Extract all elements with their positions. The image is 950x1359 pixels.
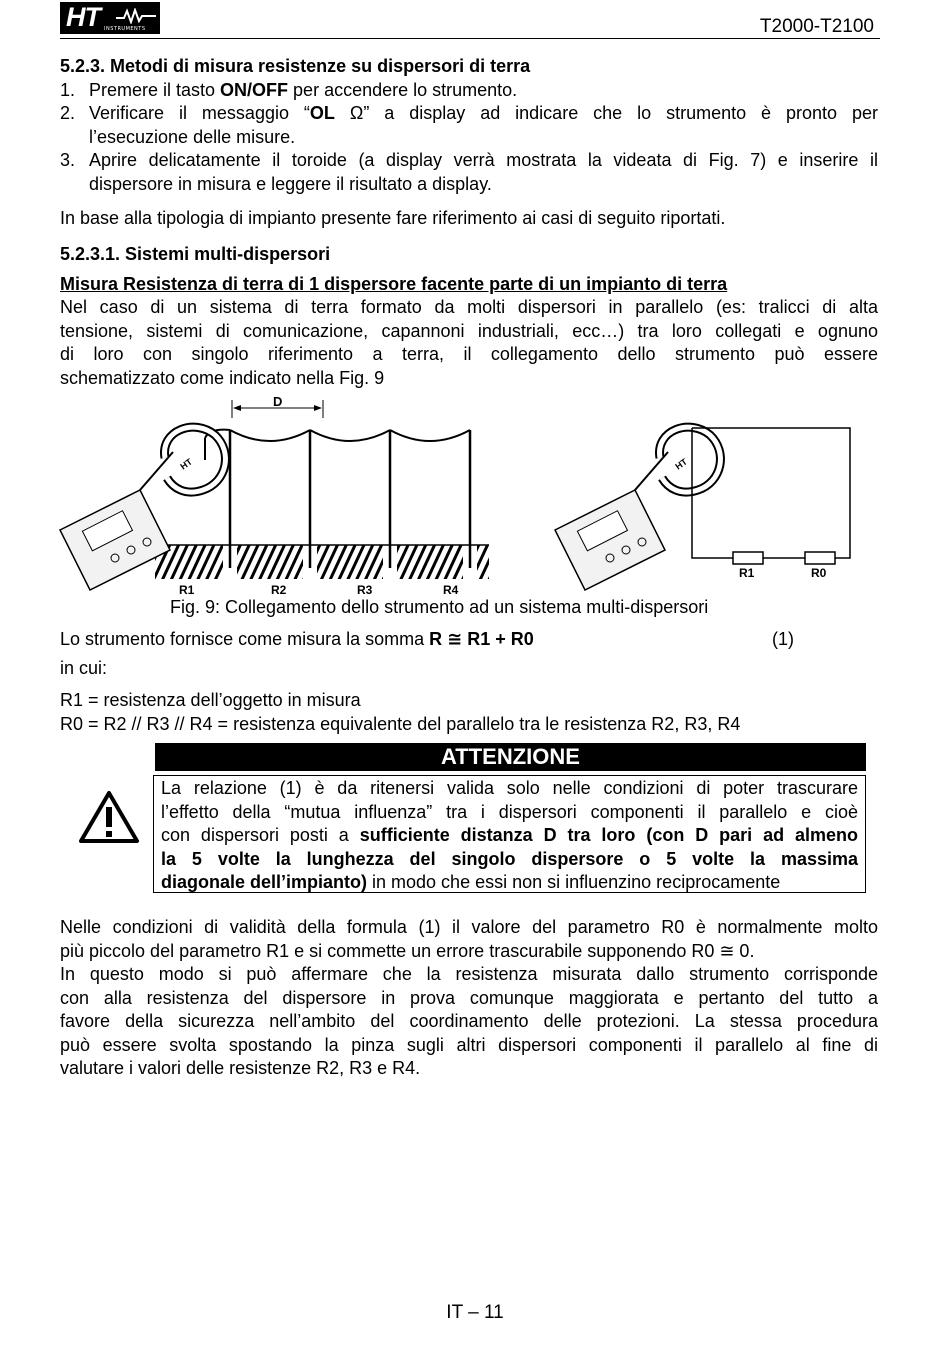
underlined-heading: Misura Resistenza di terra di 1 dispersore facente parte di un impianto di terra: [60, 274, 728, 294]
clamp-meter-right: [555, 427, 720, 590]
page-number: IT – 11: [446, 1302, 504, 1323]
in-cui-label: in cui:: [60, 658, 108, 678]
logo-subtitle: INSTRUMENTS: [104, 26, 146, 32]
warning-line: l’effetto della “mutua influenza” tra i dispersori componenti il parallelo e cioè: [161, 801, 858, 822]
svg-text:HT: HT: [178, 456, 194, 472]
warning-triangle-icon: [78, 790, 140, 844]
logo-text: HT: [66, 2, 100, 32]
rod-label: R3: [357, 583, 373, 597]
paragraph-line: più piccolo del parametro R1 e si commette un errore trascurabile supponendo R0 ≅ 0.: [60, 940, 755, 961]
formula-reference: (1): [772, 629, 794, 649]
earth-conductor: [205, 430, 470, 460]
step-number: 1.: [60, 80, 76, 100]
step-text-line: dispersore in misura e leggere il risultato a display.: [89, 173, 492, 194]
paragraph-line: può essere svolta spostando la pinza sugli altri dispersori componenti il parallelo al fine di: [60, 1034, 878, 1055]
paragraph-line: favore della sicurezza nell’ambito del coordinamento delle protezioni. La stessa procedura: [60, 1011, 878, 1031]
warning-line: la 5 volte la lunghezza del singolo dispersore o 5 volte la massima: [161, 848, 858, 869]
paragraph-line: Nelle condizioni di validità della formula (1) il valore del parametro R0 è normalmente molto: [60, 917, 878, 937]
section-title: 5.2.3. Metodi di misura resistenze su dispersori di terra: [60, 56, 531, 76]
ht-logo: [60, 2, 160, 34]
rod-label: R2: [271, 583, 287, 597]
warning-title: ATTENZIONE: [155, 743, 866, 771]
paragraph-line: Nel caso di un sistema di terra formato da molti dispersori in parallelo (es: tralicci di alta: [60, 297, 878, 317]
rod-label: R4: [443, 583, 459, 597]
warning-text: [161, 777, 858, 895]
paragraph-line: tensione, sistemi di comunicazione, capannoni industriali, ecc…) tra loro collegati e ognuno: [60, 320, 878, 341]
paragraph-line: In questo modo si può affermare che la resistenza misurata dallo strumento corrisponde: [60, 964, 878, 984]
closing-paragraph: [60, 916, 878, 1081]
figure-caption: Fig. 9: Collegamento dello strumento ad un sistema multi-dispersori: [170, 597, 709, 617]
step-text-line: Aprire delicatamente il toroide (a display verrà mostrata la videata di Fig. 7) e inserire il: [89, 150, 878, 170]
warning-line: diagonale dell’impianto) in modo che essi non si influenzino reciprocamente: [161, 872, 781, 892]
definition-r0: R0 = R2 // R3 // R4 = resistenza equivalente del parallelo tra le resistenza R2, R3, R4: [60, 713, 741, 734]
step-text-line: l’esecuzione delle misure.: [89, 126, 296, 147]
resistor-label: R1: [739, 566, 755, 580]
rod-label: R1: [179, 583, 195, 597]
definition-r1: R1 = resistenza dell’oggetto in misura: [60, 690, 361, 710]
svg-text:HT: HT: [673, 456, 689, 472]
paragraph-line: con alla resistenza del dispersore in prova comunque maggiorata e pertanto del tutto a: [60, 987, 878, 1008]
step-text: Premere il tasto ON/OFF per accendere lo strumento.: [89, 80, 518, 100]
waveform-icon: [116, 8, 156, 24]
figure-9-diagram: [55, 390, 855, 600]
intro-paragraph: In base alla tipologia di impianto presente fare riferimento ai casi di seguito riportati.: [60, 208, 726, 228]
step-number: 3.: [60, 150, 76, 170]
ground-hatching: [155, 545, 489, 579]
warning-line: La relazione (1) è da ritenersi valida solo nelle condizioni di poter trascurare: [161, 778, 858, 798]
formula-line: Lo strumento fornisce come misura la somma R ≅ R1 + R0: [60, 629, 534, 649]
warning-line: con dispersori posti a sufficiente distanza D tra loro (con D pari ad almeno: [161, 825, 859, 845]
subsection-title: 5.2.3.1. Sistemi multi-dispersori: [60, 244, 331, 264]
paragraph-line: di loro con singolo riferimento a terra, il collegamento dello strumento può essere: [60, 344, 878, 364]
step-number: 2.: [60, 103, 76, 123]
step-text-line: Verificare il messaggio “OL Ω” a display ad indicare che lo strumento è pronto per: [89, 103, 879, 123]
resistor-label: R0: [811, 566, 827, 580]
header-divider: [60, 38, 880, 39]
document-code: T2000-T2100: [759, 16, 874, 37]
dimension-label: D: [273, 394, 283, 409]
paragraph-line: schematizzato come indicato nella Fig. 9: [60, 367, 385, 388]
paragraph-line: valutare i valori delle resistenze R2, R3 e R4.: [60, 1058, 421, 1078]
